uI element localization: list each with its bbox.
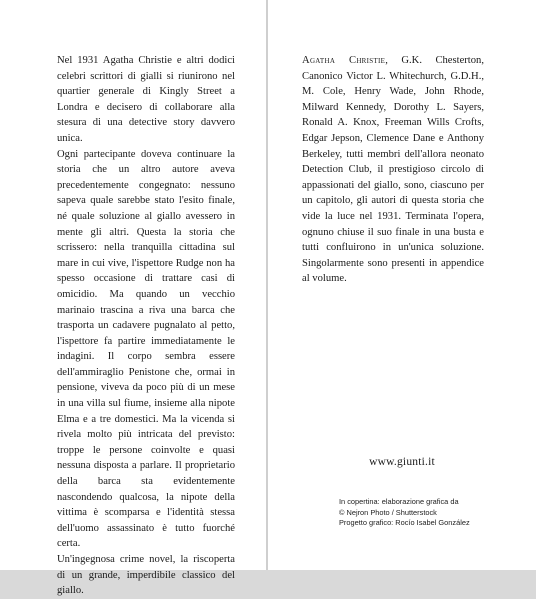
credit-line-3: Progetto grafico: Rocío Isabel González — [339, 518, 470, 528]
synopsis-text — [57, 53, 235, 599]
authors-text — [302, 53, 484, 287]
synopsis-paragraph-2: Ogni partecipante doveva continuare la storia che un altro autore aveva precedentemente congegnato: nessuno sapeva quale sarebbe stato l'esito finale, né quale soluzione al giallo avessero in mente gli altri. Questa la storia che scrissero: nella tranquilla cittadina sul mare in cui vive, l'ispettore Rudge non ha spesso occasione di trattare casi di omicidio. Ma quando un vecchio marinaio trascina a riva una barca che trasporta un cadavere pugnalato al petto, l'ispettore fa partire immediatamente le indagini. Il corpo sembra essere dell'ammiraglio Penistone che, ormai in pensione, viveva da poco più di un mese in una villa sul fiume, insieme alla nipote Elma e a tre domestici. Ma la vicenda si rivela molto più intricata del previsto: troppe le persone coinvolte e quasi nessuna disposta a parlare. Il proprietario della barca sta evidentemente nascondendo qualcosa, la nipote della vittima è scomparsa e l'identità stessa dell'uomo assassinato è tutto fuorché certa. — [57, 148, 235, 550]
authors-paragraph — [302, 53, 484, 287]
credit-line-1: In copertina: elaborazione grafica da — [339, 497, 459, 506]
left-flap — [0, 0, 266, 597]
publisher-website: www.giunti.it — [369, 456, 435, 468]
author-name: Agatha Christie — [302, 55, 386, 66]
credit-line-2: © Nejron Photo / Shutterstock — [339, 507, 437, 517]
synopsis-paragraph-3: Un'ingegnosa crime novel, la riscoperta di un grande, imperdibile classico del giallo. — [57, 554, 235, 597]
synopsis-paragraph-1: Nel 1931 Agatha Christie e altri dodici celebri scrittori di gialli si riunirono nel quartier generale di Kingly Street a Londra e decisero di collaborare alla stesura di una detective story davvero unica. — [57, 55, 235, 144]
authors-body: , G.K. Chesterton, Canonico Victor L. Whitechurch, G.D.H., M. Cole, Henry Wade, John Rhode, Milward Kennedy, Dorothy L. Sayers, Ronald A. Knox, Freeman Wills Crofts, Edgar Jepson, Clemence Dane e Anthony Berkeley, tutti membri dell'allora neonato Detection Club, il prestigioso circolo di appassionati del giallo, sono, ciascuno per un capitolo, gli autori di questa storia che vide la luce nel 1931. Terminata l'opera, ognuno chiuse il suo finale in una busta e tutti confluirono in un'unica soluzione. Singolarmente sono presenti in appendice al volume. — [302, 55, 484, 285]
cover-credits — [339, 497, 519, 529]
